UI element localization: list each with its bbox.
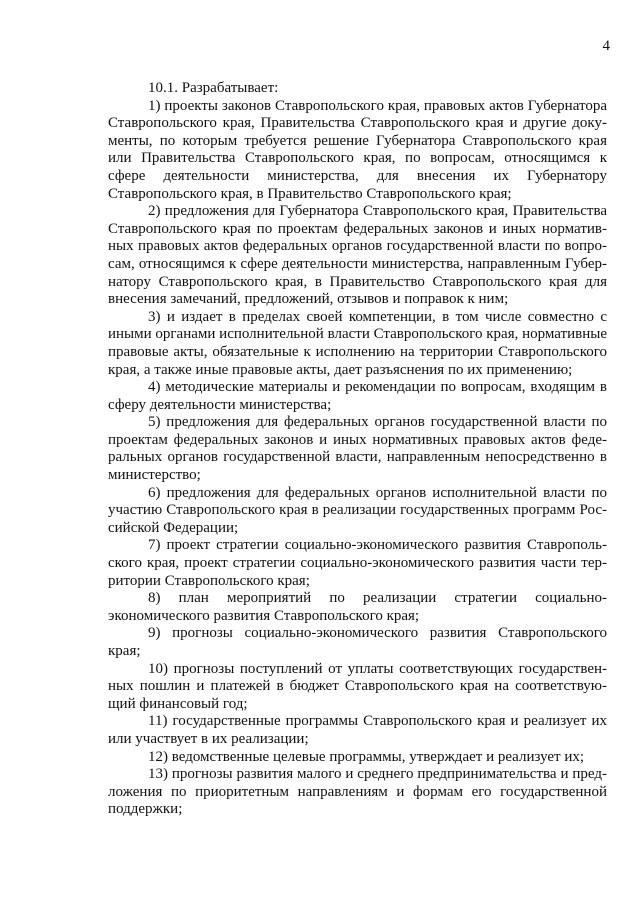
list-item: 3) и издает в пределах своей компетенции, в том числе совместно с иными органами исполнительной власти Ставропольского края, нормативные правовые акты, обязательные к исполнению на территории Ставропольского края, а также иные правовые акты, дает разъяснения по их применению;: [108, 308, 607, 378]
list-item: 9) прогнозы социально-экономического развития Ставропольского края;: [108, 625, 607, 659]
list-item: 12) ведомственные целевые программы, утверждает и реализует их;: [148, 748, 585, 765]
list-item: 8) план мероприятий по реализации стратегии социально-экономического развития Ставропольского края;: [108, 590, 607, 624]
section-content: [108, 80, 607, 819]
list-item: 4) методические материалы и рекомендации по вопросам, входящим в сферу деятельности министерства;: [108, 379, 607, 413]
list-item: 7) проект стратегии социально-экономического развития Ставропольского края, проект стратегии социально-экономического развития части территории Ставропольского края;: [108, 537, 607, 589]
section-heading: 10.1. Разрабатывает:: [148, 80, 279, 96]
list-item: 13) прогнозы развития малого и среднего предпринимательства и предложения по приоритетным направлениям и формам его государственной поддержки;: [108, 766, 607, 818]
list-item: 10) прогнозы поступлений от уплаты соответствующих государственных пошлин и платежей в бюджет Ставропольского края на соответствующий финансовый год;: [108, 660, 607, 712]
list-item: 2) предложения для Губернатора Ставропольского края, Правительства Ставропольского края по проектам федеральных законов и иных нормативных правовых актов федеральных органов государственной власти по вопросам, относящимся к сфере деятельности министерства, направленным Губернатору Ставропольского края, в Правительство Ставропольского края для внесения замечаний, предложений, отзывов и поправок к ним;: [108, 203, 607, 308]
list-item: 11) государственные программы Ставропольского края и реализует их или участвует в их реализации;: [108, 713, 607, 747]
list-item: 6) предложения для федеральных органов исполнительной власти по участию Ставропольского края в реализации государственных программ Российской Федерации;: [108, 484, 607, 536]
page-number: 4: [602, 38, 610, 54]
list-item: 1) проекты законов Ставропольского края, правовых актов Губернатора Ставропольского края, Правительства Ставропольского края и другие документы, по которым требуется решение Губернатора Ставропольского края или Правительства Ставропольского края, по вопросам, относящимся к сфере деятельности министерства, для внесения их Губернатору Ставропольского края, в Правительство Ставропольского края;: [108, 97, 607, 202]
list-item: 5) предложения для федеральных органов государственной власти по проектам федеральных законов и иных нормативных правовых актов федеральных органов государственной власти, направленным непосредственно в министерство;: [108, 414, 607, 484]
